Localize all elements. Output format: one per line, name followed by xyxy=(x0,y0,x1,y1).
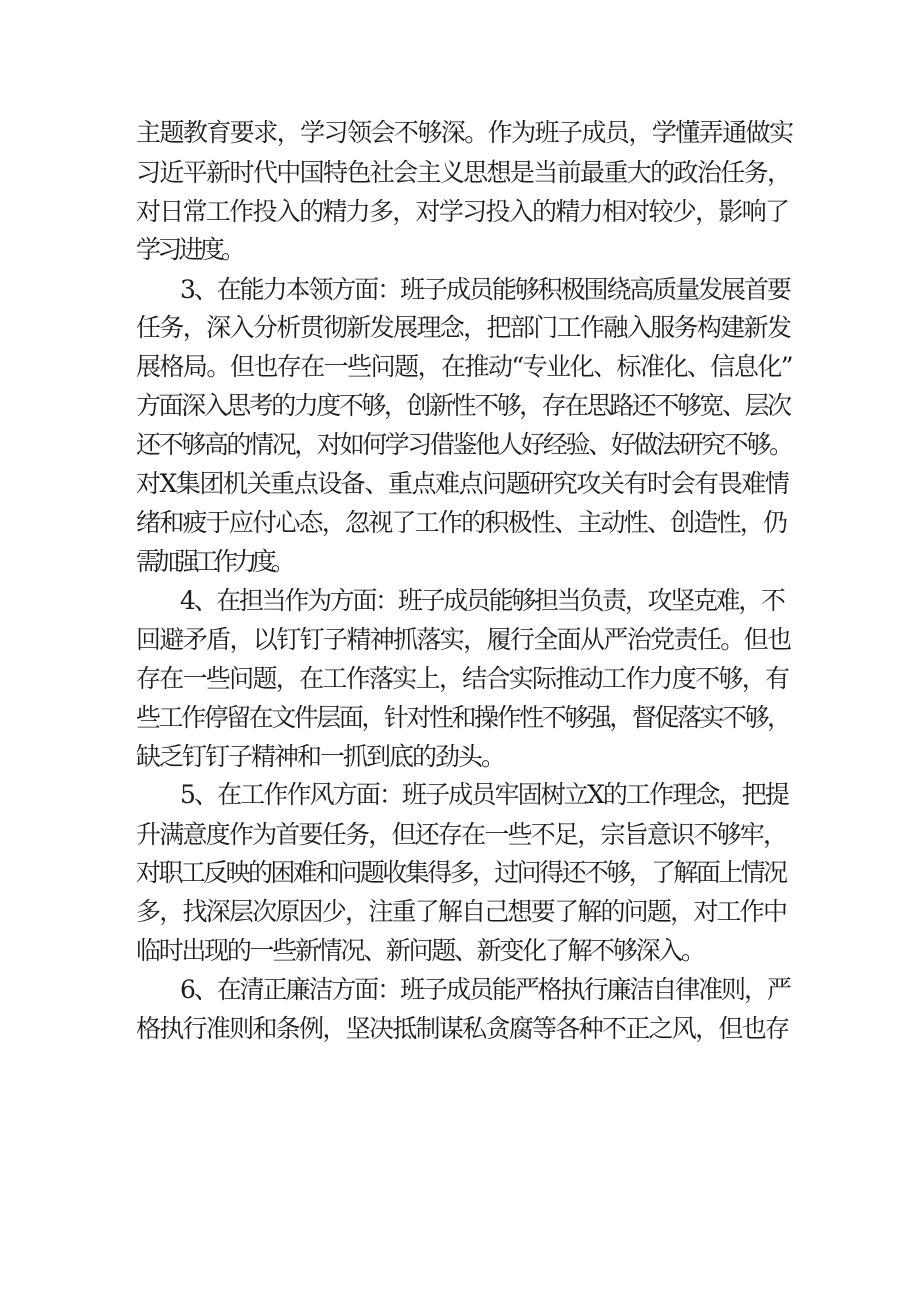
text-line: 多，找深层次原因少，注重了解自己想要了解的问题，对工作中 xyxy=(136,897,787,926)
paragraph-5-first-line: 5、在工作作风方面：班子成员牢固树立X的工作理念，把提 xyxy=(180,780,788,809)
text-line: 还不够高的情况，对如何学习借鉴他人好经验、好做法研究不够。 xyxy=(136,430,792,459)
text-line: 格执行准则和条例，坚决抵制谋私贪腐等各种不正之风，但也存 xyxy=(136,1014,789,1043)
text-line: 需加强工作力度。 xyxy=(136,547,291,576)
text-line: 缺乏钉钉子精神和一抓到底的劲头。 xyxy=(136,742,505,771)
text-line: 对职工反映的困难和问题收集得多，过问得还不够，了解面上情况 xyxy=(136,858,786,887)
text-line: 主题教育要求，学习领会不够深。作为班子成员，学懂弄通做实 xyxy=(136,118,793,147)
paragraph-3-first-line: 3、在能力本领方面：班子成员能够积极围绕高质量发展首要 xyxy=(180,275,790,304)
text-line: 临时出现的一些新情况、新问题、新变化了解不够深入。 xyxy=(136,936,704,965)
text-line: 任务，深入分析贯彻新发展理念，把部门工作融入服务构建新发 xyxy=(136,313,791,342)
text-line: 学习进度。 xyxy=(136,235,243,264)
paragraph-4-first-line: 4、在担当作为方面：班子成员能够担当负责，攻坚克难，不 xyxy=(180,586,784,615)
text-line: 对日常工作投入的精力多，对学习投入的精力相对较少，影响了 xyxy=(136,197,789,226)
text-line: 些工作停留在文件层面，针对性和操作性不够强，督促落实不够， xyxy=(136,703,790,732)
text-line: 对X集团机关重点设备、重点难点问题研究攻关有时会有畏难情 xyxy=(136,469,789,498)
text-line: 展格局。但也存在一些问题，在推动“专业化、标准化、信息化” xyxy=(136,352,793,381)
text-line: 绪和疲于应付心态，忽视了工作的积极性、主动性、创造性，仍 xyxy=(136,508,787,537)
text-line: 方面深入思考的力度不够，创新性不够，存在思路还不够宽、层次 xyxy=(136,391,790,420)
text-line: 习近平新时代中国特色社会主义思想是当前最重大的政治任务， xyxy=(136,158,791,187)
text-line: 回避矛盾，以钉钉子精神抓落实，履行全面从严治党责任。但也 xyxy=(136,625,791,654)
paragraph-6-first-line: 6、在清正廉洁方面：班子成员能严格执行廉洁自律准则，严 xyxy=(180,975,790,1004)
text-line: 存在一些问题，在工作落实上，结合实际推动工作力度不够，有 xyxy=(136,664,789,693)
text-line: 升满意度作为首要任务，但还存在一些不足，宗旨意识不够牢， xyxy=(136,820,787,849)
